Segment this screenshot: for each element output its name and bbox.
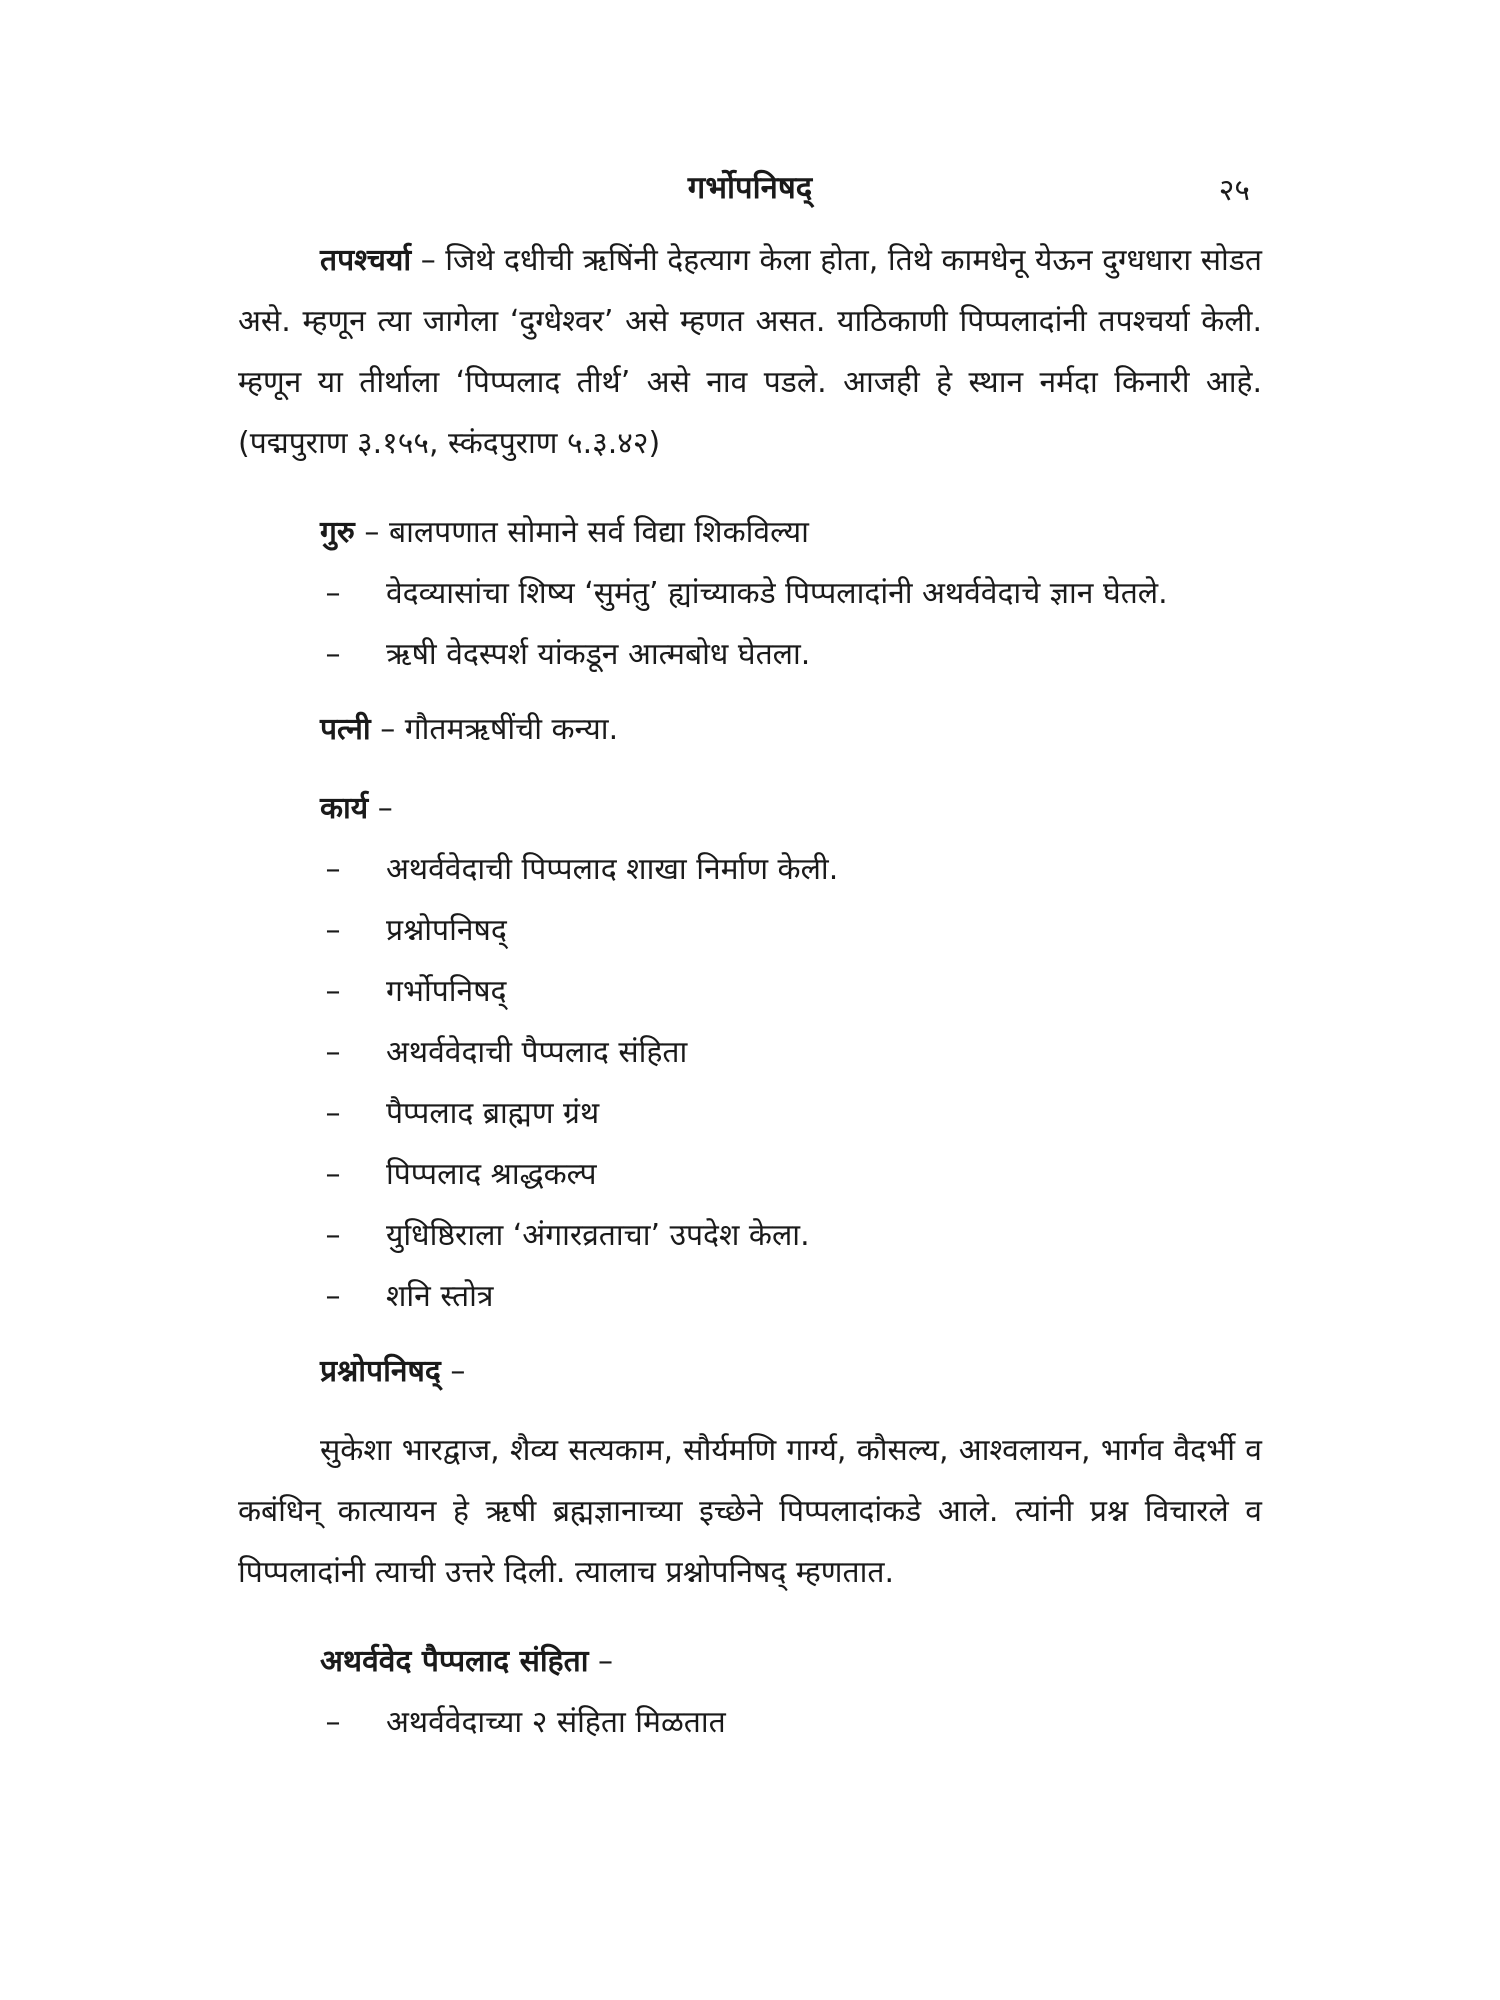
prashnopanishad-heading xyxy=(320,1341,1262,1402)
list-dash: – xyxy=(325,576,341,611)
samhita-list xyxy=(238,1692,1262,1753)
karya-item-text: अथर्ववेदाची पैप्पलाद संहिता xyxy=(386,1035,688,1070)
patni-text: गौतमऋषींची कन्या. xyxy=(404,712,619,747)
running-title: गर्भोपनिषद् xyxy=(687,170,813,206)
samhita-term: अथर्ववेद पैप्पलाद संहिता xyxy=(320,1644,589,1679)
list-dash: – xyxy=(325,974,341,1009)
tapascharya-term: तपश्चर्या xyxy=(320,243,412,278)
karya-item-text: अथर्ववेदाची पिप्पलाद शाखा निर्माण केली. xyxy=(386,852,839,887)
tapascharya-text: जिथे दधीची ऋषिंनी देहत्याग केला होता, तिथे कामधेनू येऊन दुग्धधारा सोडत असे. म्हणून त्या जागेला ‘दुग्धेश्वर’ असे म्हणत असत. याठिकाणी पिप्पलादांनी तपश्चर्या केली. म्हणून या तीर्थाला ‘पिप्पलाद तीर्थ’ असे नाव पडले. आजही हे स्थान नर्मदा किनारी आहे. (पद्मपुराण ३.१५५, स्कंदपुराण ५.३.४२) xyxy=(238,243,1262,461)
list-item xyxy=(238,900,1262,961)
tapascharya-dash: – xyxy=(420,243,436,278)
list-dash: – xyxy=(325,637,341,672)
guru-term: गुरु xyxy=(320,515,355,550)
list-dash: – xyxy=(325,1096,341,1131)
prashnopanishad-dash: – xyxy=(450,1354,466,1389)
karya-dash: – xyxy=(377,791,393,826)
prashnopanishad-term: प्रश्नोपनिषद् xyxy=(320,1354,441,1389)
list-item xyxy=(238,1266,1262,1327)
samhita-dash: – xyxy=(598,1644,614,1679)
karya-item-text: शनि स्तोत्र xyxy=(386,1279,494,1314)
page-header xyxy=(0,166,1500,212)
list-item xyxy=(238,624,1262,685)
karya-item-text: युधिष्ठिराला ‘अंगारव्रताचा’ उपदेश केला. xyxy=(386,1218,810,1253)
guru-text: बालपणात सोमाने सर्व विद्या शिकविल्या xyxy=(388,515,809,550)
guru-dash: – xyxy=(364,515,380,550)
list-item xyxy=(238,1022,1262,1083)
karya-item-text: प्रश्नोपनिषद् xyxy=(386,913,507,948)
guru-item-text: वेदव्यासांचा शिष्य ‘सुमंतु’ ह्यांच्याकडे पिप्पलादांनी अथर्ववेदाचे ज्ञान घेतले. xyxy=(386,576,1168,611)
patni-dash: – xyxy=(380,712,396,747)
samhita-item-text: अथर्ववेदाच्या २ संहिता मिळतात xyxy=(386,1705,726,1740)
list-dash: – xyxy=(325,1218,341,1253)
page-number: २५ xyxy=(1218,173,1250,208)
list-item xyxy=(238,839,1262,900)
list-dash: – xyxy=(325,1035,341,1070)
samhita-heading xyxy=(320,1631,1262,1692)
list-dash: – xyxy=(325,1157,341,1192)
list-dash: – xyxy=(325,913,341,948)
karya-term: कार्य xyxy=(320,791,369,826)
list-dash: – xyxy=(325,1705,341,1740)
guru-list xyxy=(238,563,1262,685)
list-item xyxy=(238,961,1262,1022)
karya-list xyxy=(238,839,1262,1327)
list-item xyxy=(238,1205,1262,1266)
patni-heading xyxy=(320,699,1262,760)
karya-item-text: पिप्पलाद श्राद्धकल्प xyxy=(386,1157,597,1192)
list-item xyxy=(238,1144,1262,1205)
list-dash: – xyxy=(325,852,341,887)
patni-term: पत्नी xyxy=(320,712,371,747)
list-item xyxy=(238,1692,1262,1753)
list-dash: – xyxy=(325,1279,341,1314)
list-item xyxy=(238,563,1262,624)
page-body xyxy=(238,230,1262,1753)
karya-heading xyxy=(320,778,1262,839)
prashnopanishad-paragraph: सुकेशा भारद्वाज, शैव्य सत्यकाम, सौर्यमणि गार्ग्य, कौसल्य, आश्वलायन, भार्गव वैदर्भी व कबंधिन् कात्यायन हे ऋषी ब्रह्मज्ञानाच्या इच्छेने पिप्पलादांकडे आले. त्यांनी प्रश्न विचारले व पिप्पलादांनी त्याची उत्तरे दिली. त्यालाच प्रश्नोपनिषद् म्हणतात. xyxy=(238,1433,1262,1590)
tapascharya-paragraph xyxy=(238,230,1262,474)
guru-heading xyxy=(320,502,1262,563)
list-item xyxy=(238,1083,1262,1144)
karya-item-text: पैप्पलाद ब्राह्मण ग्रंथ xyxy=(386,1096,600,1131)
guru-item-text: ऋषी वेदस्पर्श यांकडून आत्मबोध घेतला. xyxy=(386,637,811,672)
karya-item-text: गर्भोपनिषद् xyxy=(386,974,507,1009)
